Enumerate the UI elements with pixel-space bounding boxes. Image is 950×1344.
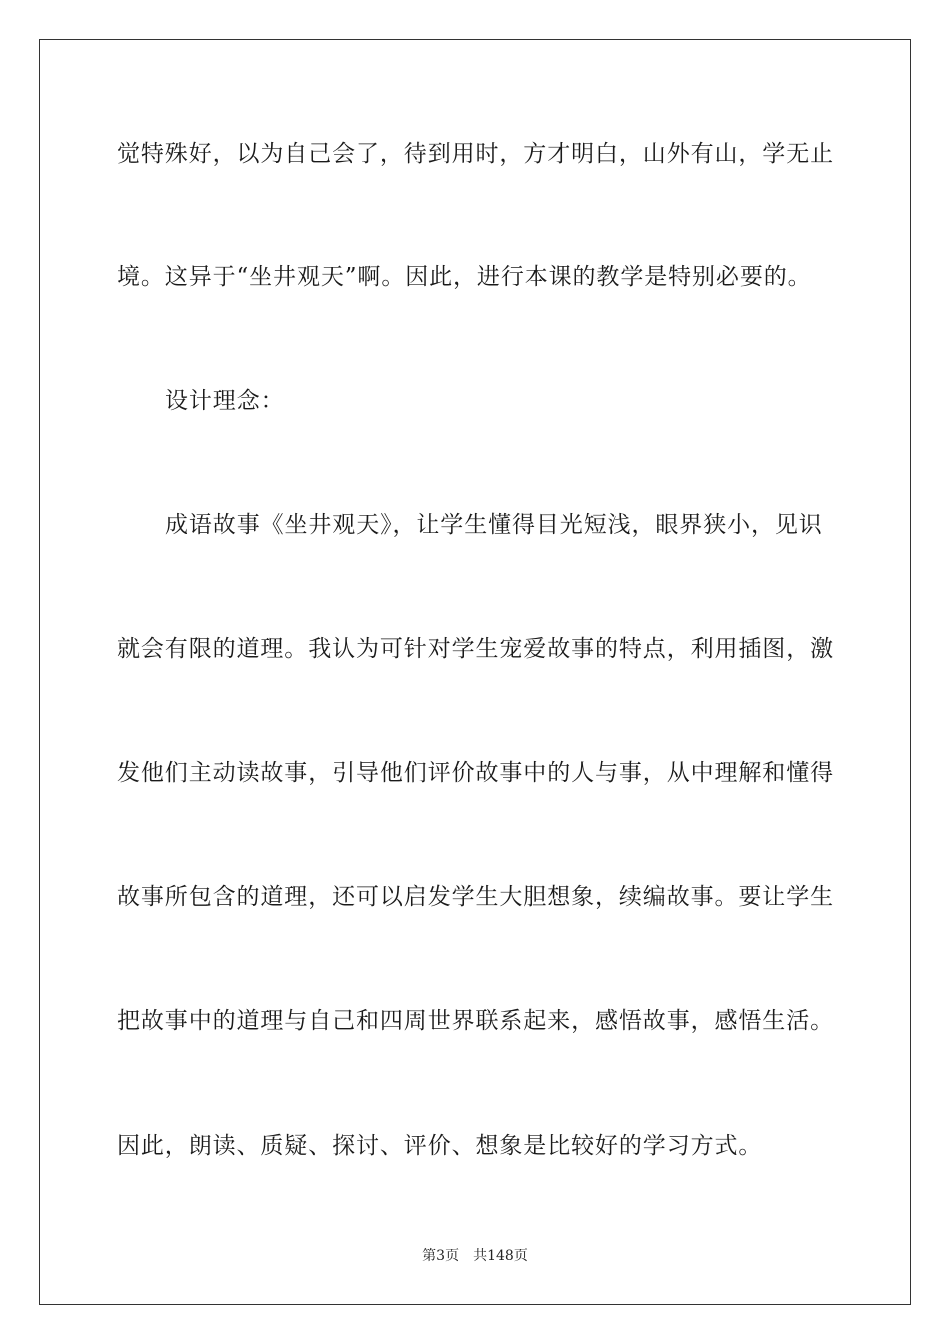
body-text-line: 发他们主动读故事，引导他们评价故事中的人与事，从中理解和懂得 <box>117 760 834 786</box>
body-text-line: 故事所包含的道理，还可以启发学生大胆想象，续编故事。要让学生 <box>117 884 834 910</box>
page-footer <box>0 1247 950 1265</box>
section-heading: 设计理念： <box>165 388 285 414</box>
body-text-line: 把故事中的道理与自己和四周世界联系起来，感悟故事，感悟生活。 <box>117 1008 834 1034</box>
page-total: 共148页 <box>473 1248 528 1264</box>
body-text-line: 就会有限的道理。我认为可针对学生宠爱故事的特点，利用插图，激 <box>117 636 834 662</box>
body-text-line: 境。这异于“坐井观天”啊。因此，进行本课的教学是特别必要的。 <box>117 264 812 290</box>
body-text-line: 成语故事《坐井观天》，让学生懂得目光短浅，眼界狭小，见识 <box>165 512 823 538</box>
page-border <box>39 39 911 1305</box>
body-text-line: 觉特殊好，以为自己会了，待到用时，方才明白，山外有山，学无止 <box>117 141 834 167</box>
body-text-line: 因此，朗读、质疑、探讨、评价、想象是比较好的学习方式。 <box>117 1133 763 1159</box>
page-number: 第3页 <box>422 1248 460 1264</box>
